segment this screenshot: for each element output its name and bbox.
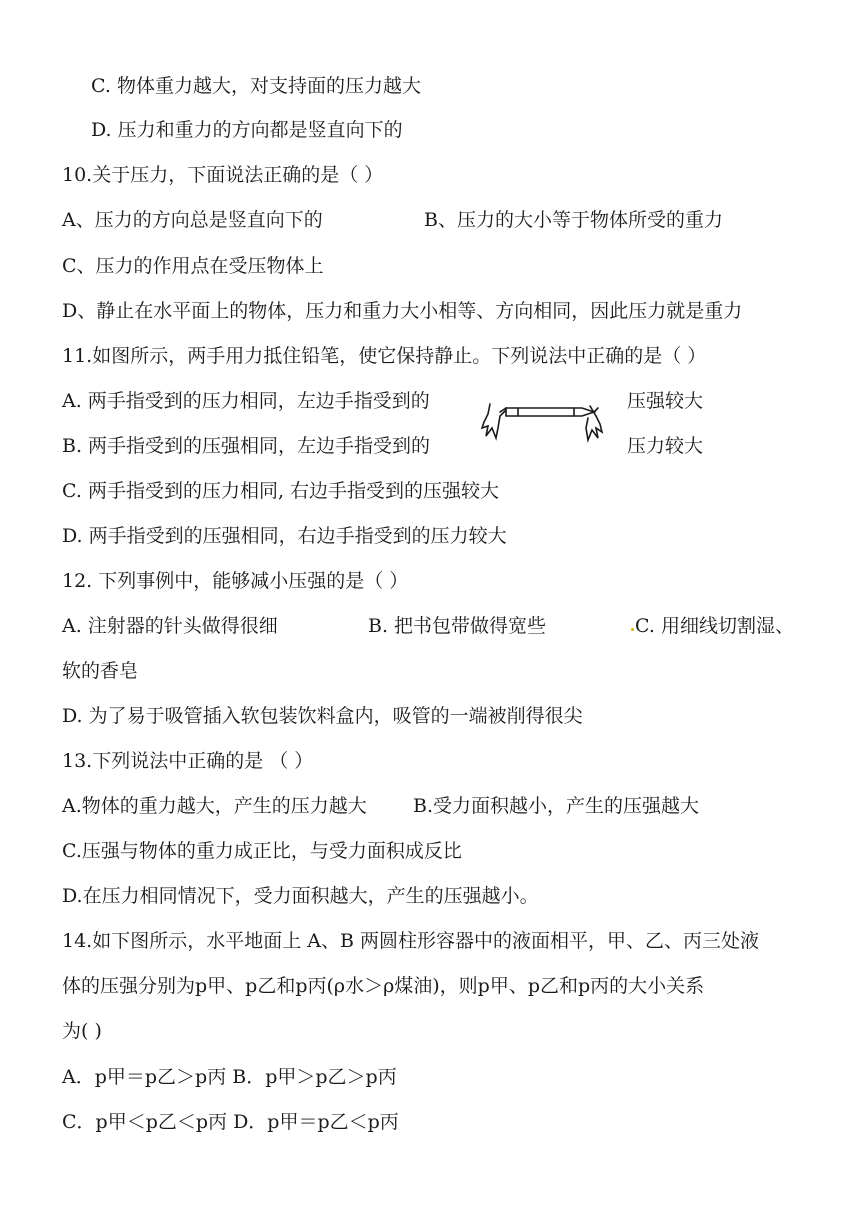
q10-stem: 10.关于压力，下面说法正确的是（ ） — [62, 164, 384, 186]
q11-option-d: D. 两手指受到的压强相同，右边手指受到的压力较大 — [62, 525, 507, 547]
q13-option-b: B.受力面积越小，产生的压强越大 — [413, 795, 700, 817]
q11-stem: 11.如图所示，两手用力抵住铅笔，使它保持静止。下列说法中正确的是（ ） — [62, 345, 707, 367]
q12-option-b: B. 把书包带做得宽些 — [368, 615, 547, 637]
q11-option-c: C. 两手指受到的压力相同, 右边手指受到的压强较大 — [62, 480, 500, 502]
q9-option-c: C. 物体重力越大，对支持面的压力越大 — [91, 75, 421, 97]
q13-option-d: D.在压力相同情况下，受力面积越大，产生的压强越小。 — [62, 885, 539, 907]
q13-option-a: A.物体的重力越大，产生的压力越大 — [62, 795, 367, 817]
q12-option-a: A. 注射器的针头做得很细 — [62, 615, 278, 637]
q13-option-c: C.压强与物体的重力成正比，与受力面积成反比 — [62, 840, 462, 862]
q11-option-b: B. 两手指受到的压强相同，左边手指受到的 — [62, 435, 431, 457]
q12-stem: 12. 下列事例中，能够减小压强的是（ ） — [62, 570, 409, 592]
q11-option-a-end: 压强较大 — [627, 390, 704, 412]
q10-option-a: A、压力的方向总是竖直向下的 — [62, 209, 323, 231]
q11-option-a: A. 两手指受到的压力相同，左边手指受到的 — [62, 390, 430, 412]
q12-option-d: D. 为了易于吸管插入软包装饮料盒内，吸管的一端被削得很尖 — [62, 705, 583, 727]
q14-stem-line-2: 体的压强分别为p甲、p乙和p丙(ρ水＞ρ煤油)，则p甲、p乙和p丙的大小关系 — [62, 975, 705, 997]
q14-stem-line-1: 14.如下图所示，水平地面上 A、B 两圆柱形容器中的液面相平，甲、乙、丙三处液 — [62, 930, 759, 952]
q10-option-b: B、压力的大小等于物体所受的重力 — [424, 209, 723, 231]
q10-option-c: C、压力的作用点在受压物体上 — [62, 255, 324, 277]
q10-option-d: D、静止在水平面上的物体，压力和重力大小相等、方向相同，因此压力就是重力 — [62, 300, 743, 322]
q12-option-c-wrap: 软的香皂 — [62, 660, 139, 682]
q13-stem: 13.下列说法中正确的是 （ ） — [62, 750, 314, 772]
q14-options-ab: A．p甲＝p乙＞p丙 B．p甲＞p乙＞p丙 — [62, 1066, 397, 1088]
q9-option-d: D. 压力和重力的方向都是竖直向下的 — [91, 119, 403, 141]
q12-option-c: C. 用细线切割湿、 — [635, 615, 794, 637]
stray-mark — [631, 628, 634, 631]
q11-option-b-end: 压力较大 — [627, 435, 704, 457]
q14-options-cd: C．p甲＜p乙＜p丙 D．p甲＝p乙＜p丙 — [62, 1111, 399, 1133]
hands-pencil-illustration — [478, 398, 610, 444]
q14-stem-line-3: 为( ) — [62, 1020, 102, 1042]
